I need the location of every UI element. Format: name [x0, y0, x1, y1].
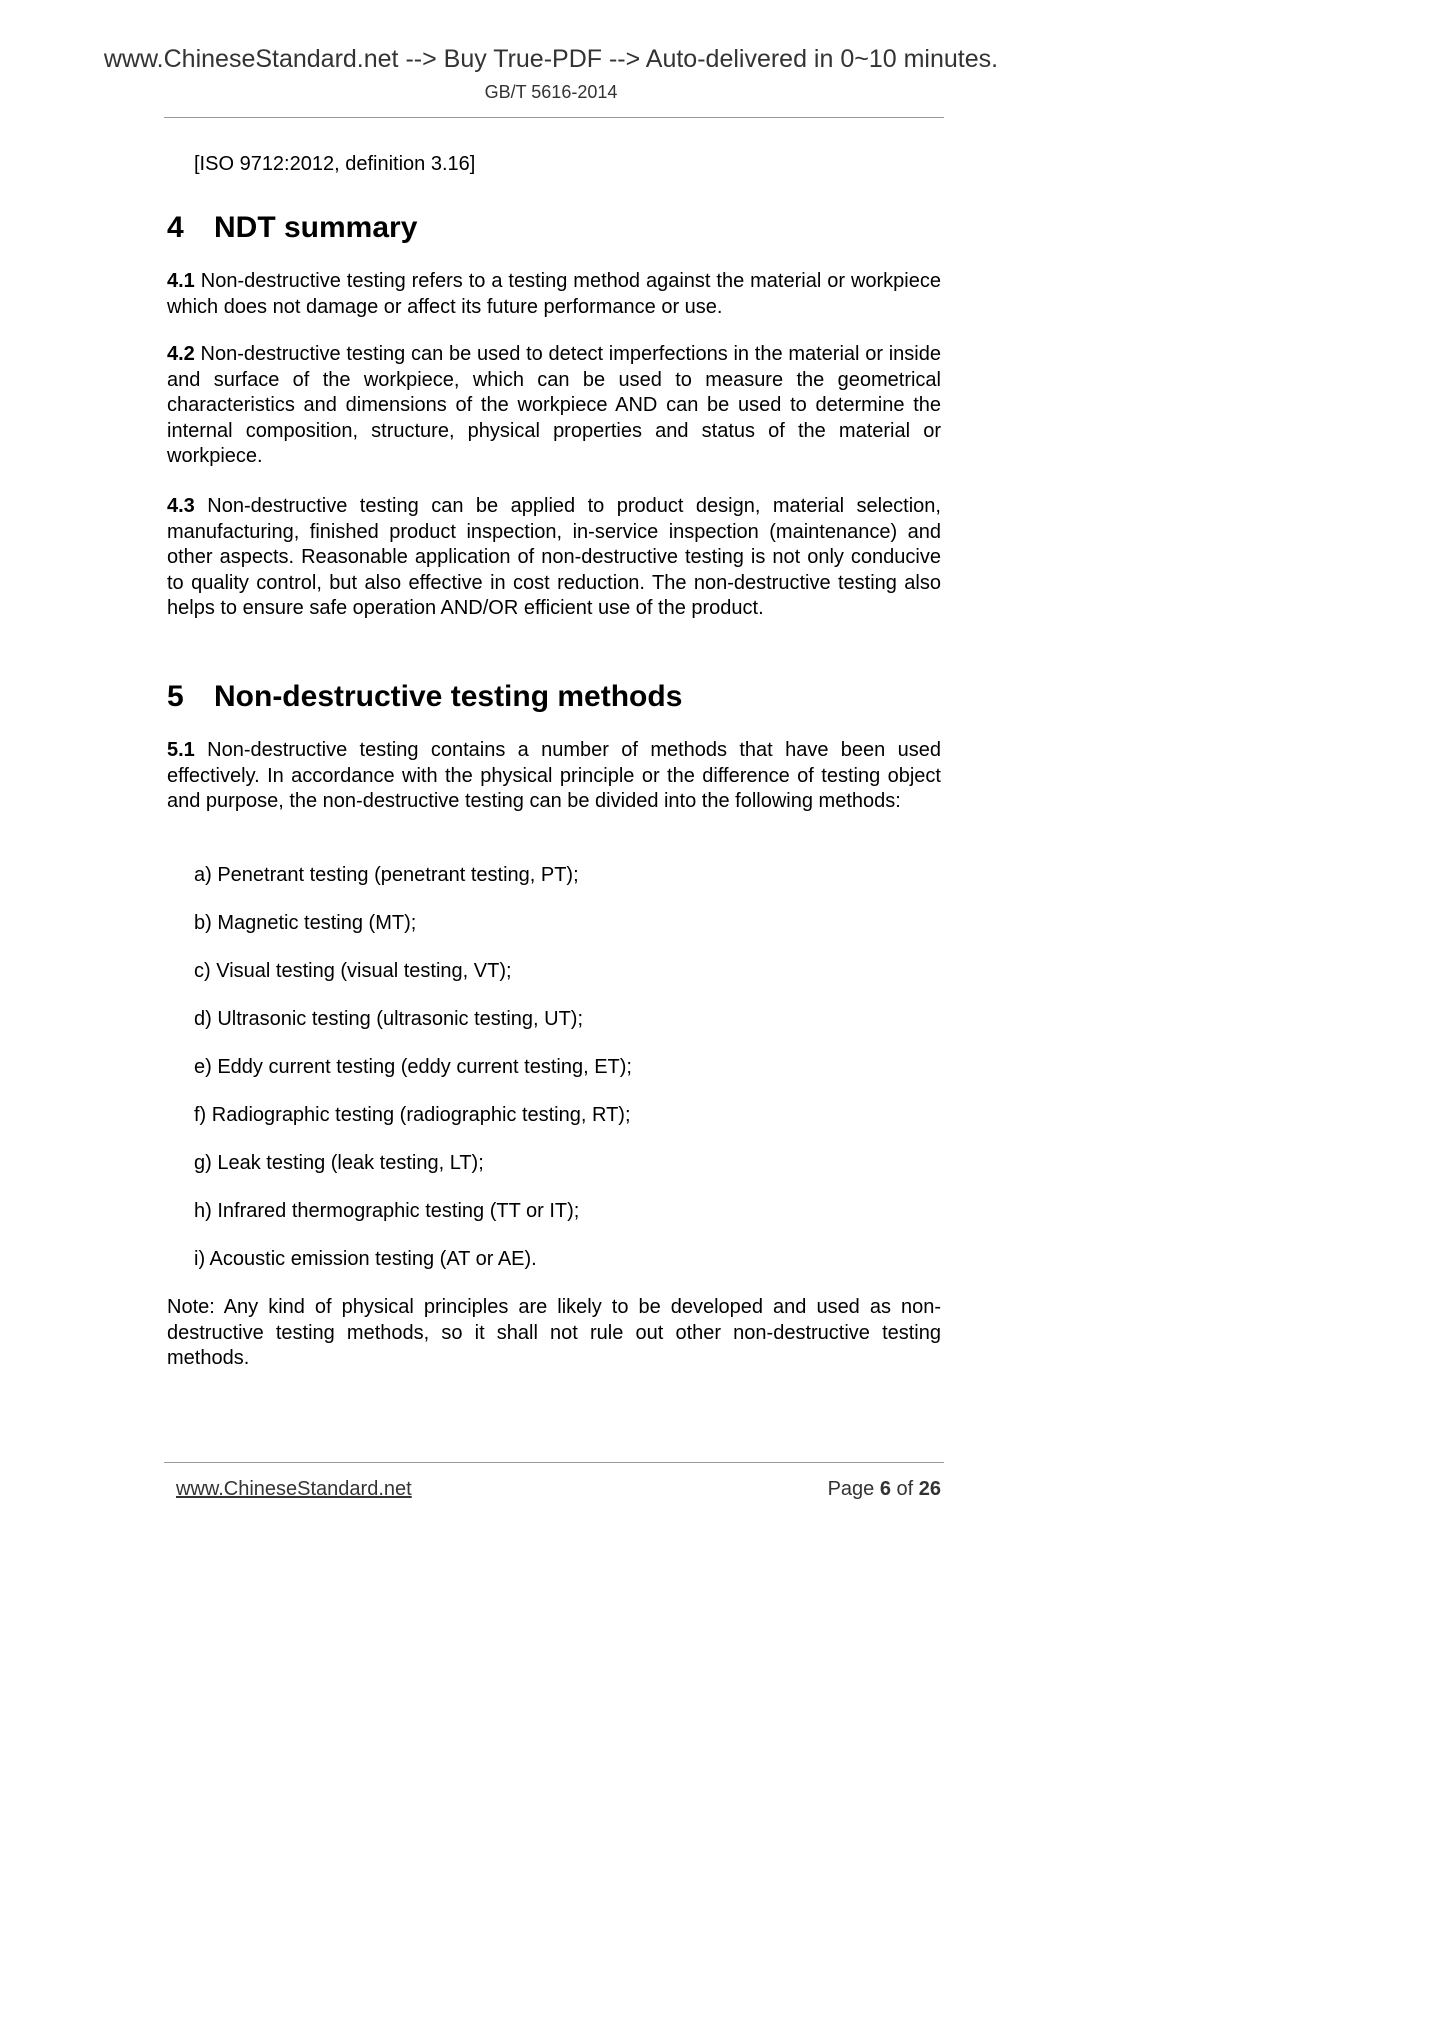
method-item-eddy-current: e) Eddy current testing (eddy current testing, ET); [194, 1056, 632, 1078]
page-of: of [890, 1478, 919, 1500]
method-item-acoustic: i) Acoustic emission testing (AT or AE). [194, 1248, 537, 1270]
method-item-infrared: h) Infrared thermographic testing (TT or IT); [194, 1200, 580, 1222]
clause-number: 4.1 [167, 270, 195, 292]
section-5-number: 5 [167, 680, 184, 713]
clause-number: 4.2 [167, 343, 195, 365]
clause-text: Non-destructive testing contains a number of methods that have been used effectively. In accordance with the physical principle or the difference of testing object and purpose, the non-destructive testing can be divided into the following methods: [167, 739, 941, 812]
clause-number: 4.3 [167, 495, 195, 517]
footer-website-link[interactable]: www.ChineseStandard.net [176, 1478, 412, 1500]
clause-text: Non-destructive testing can be used to detect imperfections in the material or inside and surface of the workpiece, which can be used to measure the geometrical characteristics and dimensions of the workpiece AND can be used to determine the internal composition, structure, physical properties and status of the material or workpiece. [167, 343, 941, 467]
note: Note: Any kind of physical principles are likely to be developed and used as non-destructive testing methods, so it shall not rule out other non-destructive testing methods. [167, 1296, 941, 1369]
method-item-penetrant: a) Penetrant testing (penetrant testing, PT); [194, 864, 579, 886]
section-4-number: 4 [167, 211, 184, 244]
iso-reference: [ISO 9712:2012, definition 3.16] [194, 153, 476, 175]
footer-divider [164, 1462, 944, 1463]
method-item-radiographic: f) Radiographic testing (radiographic testing, RT); [194, 1104, 631, 1126]
page-total: 26 [918, 1478, 941, 1500]
clause-text: Non-destructive testing refers to a testing method against the material or workpiece which does not damage or affect its future performance or use. [167, 270, 941, 318]
page-number [828, 1477, 941, 1502]
method-item-visual: c) Visual testing (visual testing, VT); [194, 960, 512, 982]
page-prefix: Page [827, 1478, 880, 1500]
clause-number: 5.1 [167, 739, 195, 761]
clause-4-1 [167, 269, 941, 320]
header-divider [164, 117, 944, 118]
section-5-heading [167, 679, 682, 715]
method-item-ultrasonic: d) Ultrasonic testing (ultrasonic testing, UT); [194, 1008, 584, 1030]
section-4-heading [167, 210, 417, 246]
clause-4-2 [167, 342, 941, 470]
clause-text: Non-destructive testing can be applied to product design, material selection, manufacturing, finished product inspection, in-service inspection (maintenance) and other aspects. Reasonable application of non-destructive testing is not only conducive to quality control, but also effective in cost reduction. The non-destructive testing also helps to ensure safe operation AND/OR efficient use of the product. [167, 495, 941, 619]
section-4-title: NDT summary [214, 211, 418, 244]
page-current: 6 [879, 1478, 891, 1500]
section-5-title: Non-destructive testing methods [214, 680, 683, 713]
source-banner: www.ChineseStandard.net --> Buy True-PDF --> Auto-delivered in 0~10 minutes. [103, 45, 999, 73]
method-item-leak: g) Leak testing (leak testing, LT); [194, 1152, 484, 1174]
clause-4-3 [167, 494, 941, 622]
standard-code: GB/T 5616-2014 [484, 82, 618, 102]
clause-5-1 [167, 738, 941, 815]
method-item-magnetic: b) Magnetic testing (MT); [194, 912, 417, 934]
